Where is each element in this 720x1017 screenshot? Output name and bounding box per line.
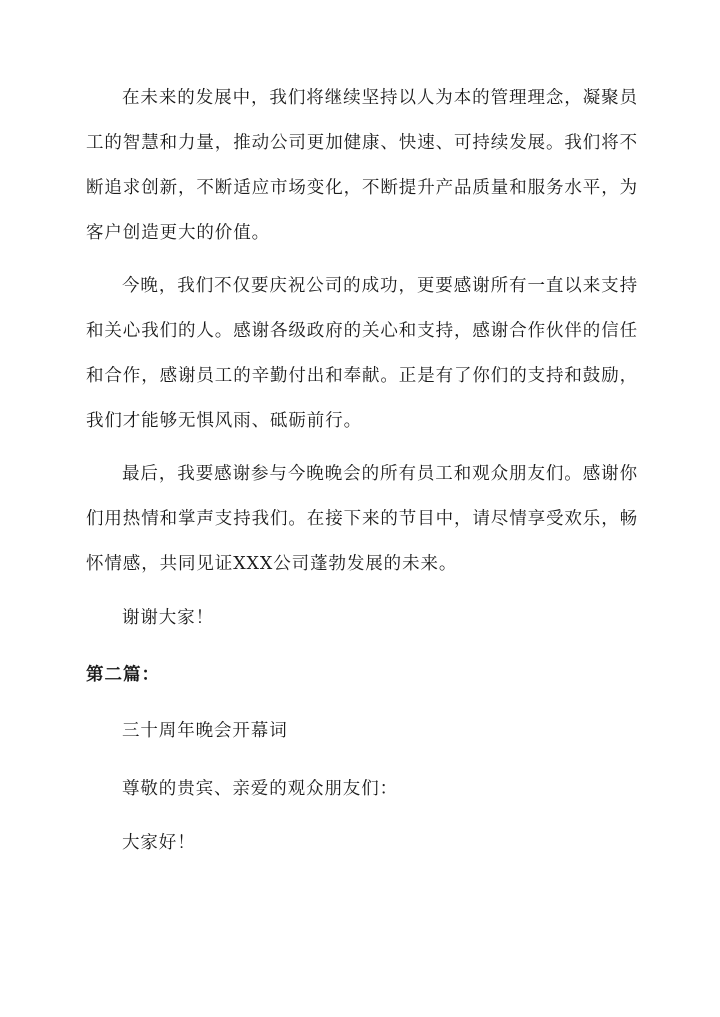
- paragraph-closing-thanks: 最后，我要感谢参与今晚晚会的所有员工和观众朋友们。感谢你们用热情和掌声支持我们。在接下来的节目中，请尽情享受欢乐，畅怀情感，共同见证XXX公司蓬勃发展的未来。: [86, 464, 638, 574]
- paragraph-future-development: 在未来的发展中，我们将继续坚持以人为本的管理理念，凝聚员工的智慧和力量，推动公司更加健康、快速、可持续发展。我们将不断追求创新，不断适应市场变化，不断提升产品质量和服务水平，为客户创造更大的价值。: [86, 88, 638, 243]
- section-heading: 第二篇：: [86, 665, 160, 685]
- speech-greeting: 大家好！: [122, 833, 196, 853]
- speech-title: 三十周年晚会开幕词: [122, 721, 288, 741]
- paragraph-thanks-supporters: 今晚，我们不仅要庆祝公司的成功，更要感谢所有一直以来支持和关心我们的人。感谢各级政府的关心和支持，感谢合作伙伴的信任和合作，感谢员工的辛勤付出和奉献。正是有了你们的支持和鼓励，我们才能够无惧风雨、砥砺前行。: [86, 276, 638, 431]
- paragraph-thank-you: 谢谢大家！: [122, 608, 214, 628]
- speech-salutation: 尊敬的贵宾、亲爱的观众朋友们：: [122, 779, 398, 799]
